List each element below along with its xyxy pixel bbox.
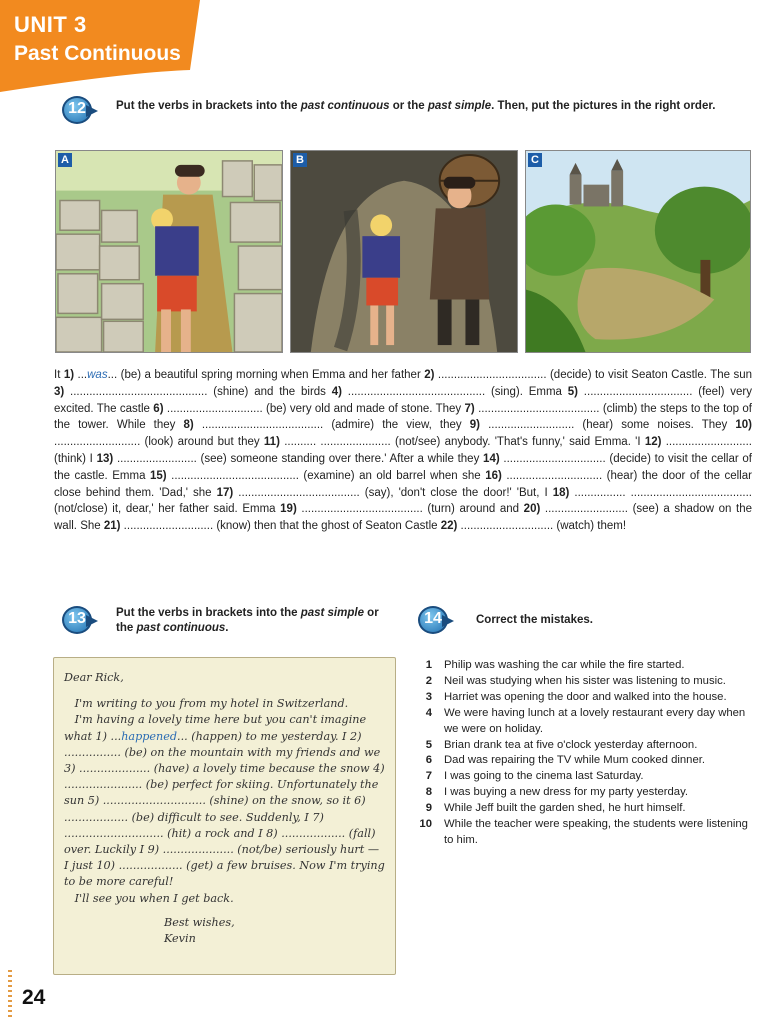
mistake-item (418, 785, 756, 801)
picture-b-illustration (291, 151, 517, 352)
mistake-text: While Jeff built the garden shed, he hurt himself. (444, 802, 686, 815)
mistake-number: 10 (419, 818, 432, 831)
mistake-text: Neil was studying when his sister was listening to music. (444, 674, 726, 687)
letter-text: Dear Rick, I'm writing to you from my hotel in Switzerland. I'm having a lovely time here but you can't imagine what 1) ...happened... (happen) to me yesterday. I 2) ................ (be) on the mountain with my friends and we 3) .................... (have) a lovely time because the snow 4) ...................... (be) perfect for skiing. Unfortunately the sun 5) ............................. (shine) on the snow, so it 6) .................. (be) difficult to see. Suddenly, I 7) ............................ (hit) a rock and I 8) .................. (fall) over. Luckily I 9) .................... (not/be) seriously hurt — I just 10) .................. (get) a few bruises. Now I'm trying to be more careful! I'll see you when I get back. Best wishes, Kevin (64, 671, 385, 946)
mistake-number: 8 (425, 786, 432, 799)
mistake-text: I was buying a new dress for my party yesterday. (444, 786, 689, 799)
mistake-number: 5 (425, 738, 432, 751)
picture-a-illustration (56, 151, 282, 352)
ex12-story-text: It 1) ...was... (be) a beautiful spring morning when Emma and her father 2) .................................. (decide) to visit Seaton Castle. The sun 3) ........................................... (shine) and the birds 4) ........................................... (sing). Emma 5) .................................. (feel) very excited. The castle 6) .............................. (be) very old and made of stone. They 7) ...................................... (climb) the steps to the top of the tower. While they 8) ...................................... (admire) the view, they 9) ........................... (hear) some noises. They 10) ........................... (look) around but they 11) .......... ...................... (not/see) anybody. 'That's funny,' said Emma. 'I 12) ........................... (think) I 13) ......................... (see) someone standing over there.' After a while they 14) ................................ (decide) to visit the cellar of the castle. Emma 15) ........................................ (examine) an old barrel when she 16) .............................. (hear) the door of the cellar close behind them. 'Dad,' she 17) ...................................... (say), 'don't close the door!' 'But, I 18) ................ ...................................... (not/close) it, dear,' her father said. Emma 19) ...................................... (turn) around and 20) .......................... (see) a shadow on the wall. She 21) ............................ (know) then that the ghost of Seaton Castle 22) ............................. (watch) them! (54, 369, 753, 533)
mistake-text: Dad was repairing the TV while Mum cooked dinner. (444, 754, 706, 767)
mistake-item (418, 658, 756, 674)
mistake-number: 6 (425, 754, 432, 767)
unit-banner (0, 0, 200, 92)
mistake-number: 1 (425, 659, 432, 671)
mistake-item (418, 801, 756, 817)
mistake-number: 2 (425, 674, 432, 687)
unit-subtitle: Past Continuous (14, 42, 181, 65)
mistake-text: Brian drank tea at five o'clock yesterday afternoon. (444, 738, 698, 751)
exercise-badge-13: 13 (62, 606, 100, 634)
picture-b (290, 150, 518, 353)
exercise-badge-14: 14 (418, 606, 456, 634)
page-number: 24 (22, 986, 46, 1009)
mistake-item (418, 690, 756, 706)
mistake-item (418, 769, 756, 785)
picture-c-illustration (526, 151, 750, 352)
exercise-badge-12: 12 (62, 96, 100, 124)
picture-c (525, 150, 751, 353)
picture-b-letter: B (293, 153, 307, 167)
mistake-item (418, 706, 756, 738)
page-dots (8, 970, 12, 1020)
picture-a (55, 150, 283, 353)
mistake-item (418, 738, 756, 754)
mistake-number: 7 (425, 770, 432, 783)
mistakes-list (418, 658, 756, 849)
ex14-instruction: Correct the mistakes. (476, 614, 593, 626)
ex12-instruction: Put the verbs in brackets into the past continuous or the past simple. Then, put the pictures in the right order. (116, 100, 716, 112)
mistake-item (418, 674, 756, 690)
picture-c-letter: C (528, 153, 542, 167)
mistake-text: I was going to the cinema last Saturday. (444, 770, 644, 783)
mistake-text: Harriet was opening the door and walked into the house. (444, 690, 727, 703)
ex13-instruction: Put the verbs in brackets into the past simple or the past continuous. (116, 607, 379, 634)
unit-label: UNIT 3 (14, 12, 87, 37)
mistake-number: 3 (425, 690, 432, 703)
mistake-text: We were having lunch at a lovely restaurant every day when we were on holiday. (444, 706, 746, 735)
mistake-item (418, 753, 756, 769)
picture-a-letter: A (58, 153, 72, 167)
mistake-text: Philip was washing the car while the fire started. (444, 659, 685, 671)
mistake-item (418, 817, 756, 849)
mistake-text: While the teacher were speaking, the students were listening to him. (444, 818, 748, 846)
mistake-number: 4 (425, 706, 432, 719)
mistake-number: 9 (425, 802, 432, 815)
letter-card (53, 657, 396, 975)
